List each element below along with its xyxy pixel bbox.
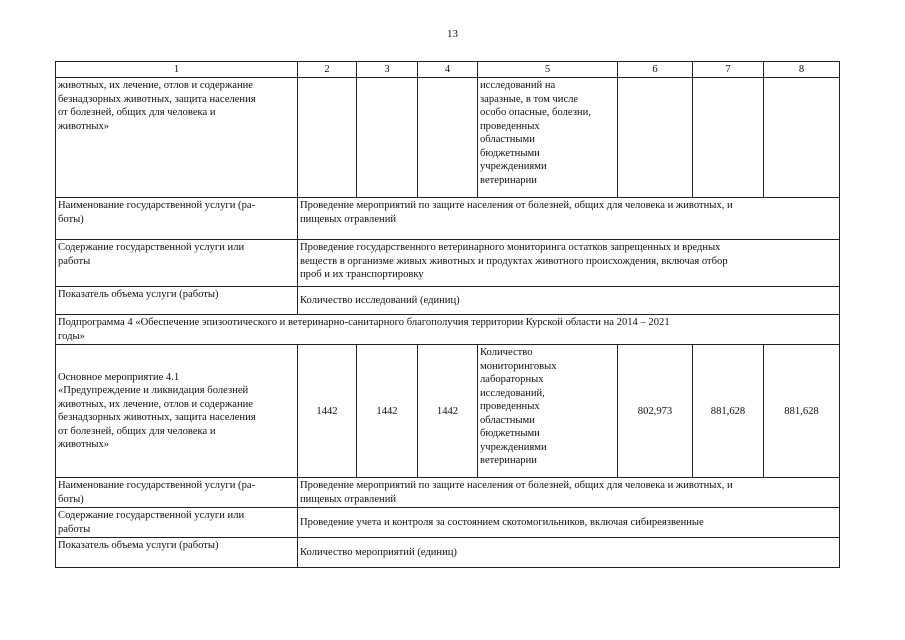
table-row <box>56 315 840 345</box>
table-row <box>56 345 840 478</box>
empty-cell <box>298 78 357 198</box>
service-table <box>55 61 840 568</box>
empty-cell <box>357 78 418 198</box>
main-measure-name: Основное мероприятие 4.1 «Предупреждение и ликвидация болезней животных, их лечение, отлов и содержание безнадзорных животных, защита населения от болезней, общих для человека и животных» <box>56 345 298 478</box>
value-cell: 881,628 <box>764 345 840 478</box>
empty-cell <box>618 78 693 198</box>
table-row <box>56 287 840 315</box>
indicator-label: Показатель объема услуги (работы) <box>56 538 298 568</box>
empty-cell <box>764 78 840 198</box>
indicator-value: Количество исследований (единиц) <box>298 287 840 315</box>
indicator-value: Количество мероприятий (единиц) <box>298 538 840 568</box>
header-cell: 2 <box>298 62 357 78</box>
page-number: 13 <box>447 28 458 40</box>
table-row <box>56 240 840 287</box>
table-row <box>56 198 840 240</box>
service-content-value: Проведение учета и контроля за состоянием скотомогильников, включая сибиреязвенные <box>298 508 840 538</box>
service-name-label: Наименование государственной услуги (ра- боты) <box>56 478 298 508</box>
empty-cell <box>693 78 764 198</box>
service-name-label: Наименование государственной услуги (ра- боты) <box>56 198 298 240</box>
subprogram-title: Подпрограмма 4 «Обеспечение эпизоотического и ветеринарно-санитарного благополучия территории Курской области на 2014 – 2021 годы» <box>56 315 840 345</box>
table-header-row <box>56 62 840 78</box>
header-cell: 5 <box>478 62 618 78</box>
table-row <box>56 508 840 538</box>
table-row <box>56 78 840 198</box>
value-cell: 1442 <box>357 345 418 478</box>
header-cell: 8 <box>764 62 840 78</box>
service-content-value: Проведение государственного ветеринарного мониторинга остатков запрещенных и вредных веществ в организме живых животных и продуктах животного происхождения, включая отбор проб и их транспортировку <box>298 240 840 287</box>
value-cell: 881,628 <box>693 345 764 478</box>
service-content-label: Содержание государственной услуги или работы <box>56 240 298 287</box>
measure-name-continued: животных, их лечение, отлов и содержание безнадзорных животных, защита населения от болезней, общих для человека и животных» <box>56 78 298 198</box>
value-cell: 1442 <box>418 345 478 478</box>
indicator-description: Количество мониторинговых лабораторных исследований, проведенных областными бюджетными учреждениями ветеринарии <box>478 345 618 478</box>
service-name-value: Проведение мероприятий по защите населения от болезней, общих для человека и животных, и пищевых отравлений <box>298 478 840 508</box>
table-row <box>56 478 840 508</box>
header-cell: 4 <box>418 62 478 78</box>
header-cell: 1 <box>56 62 298 78</box>
service-content-label: Содержание государственной услуги или работы <box>56 508 298 538</box>
value-cell: 802,973 <box>618 345 693 478</box>
table-row <box>56 538 840 568</box>
indicator-label: Показатель объема услуги (работы) <box>56 287 298 315</box>
service-name-value: Проведение мероприятий по защите населения от болезней, общих для человека и животных, и пищевых отравлений <box>298 198 840 240</box>
header-cell: 7 <box>693 62 764 78</box>
header-cell: 6 <box>618 62 693 78</box>
indicator-description: исследований на заразные, в том числе особо опасные, болезни, проведенных областными бюджетными учреждениями ветеринарии <box>478 78 618 198</box>
header-cell: 3 <box>357 62 418 78</box>
value-cell: 1442 <box>298 345 357 478</box>
empty-cell <box>418 78 478 198</box>
